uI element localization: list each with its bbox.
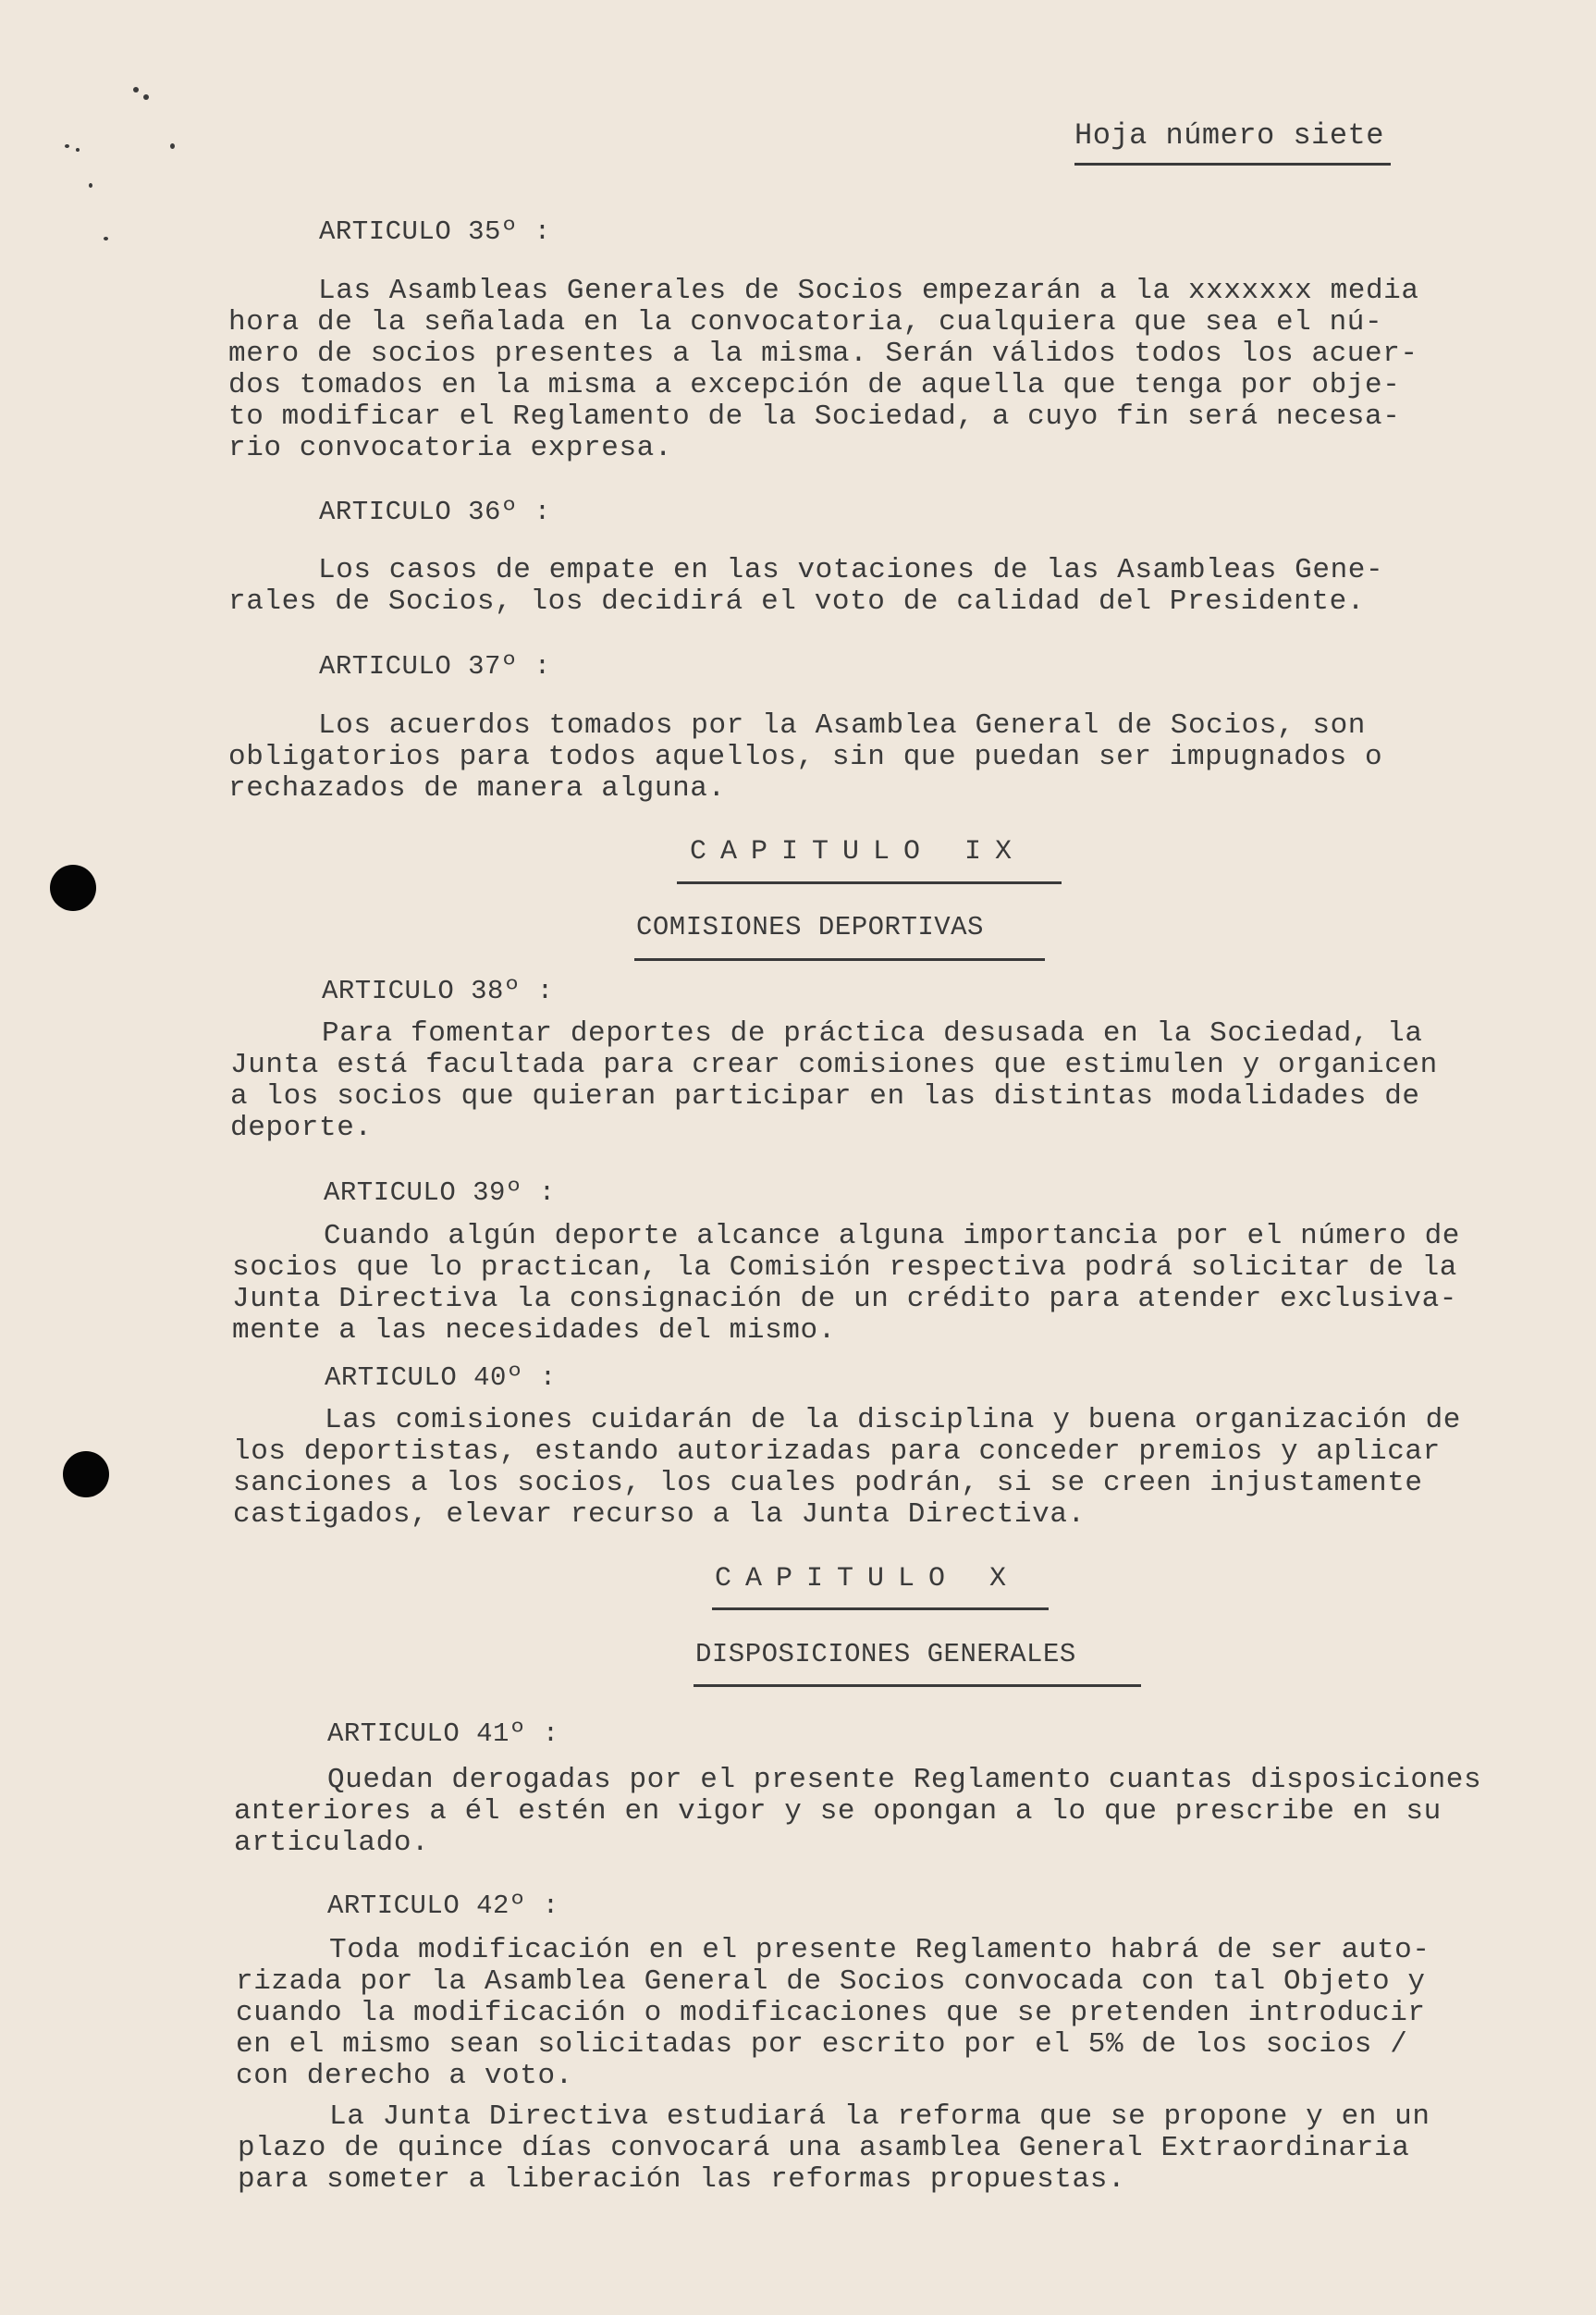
- text-line: Quedan derogadas por el presente Reglamento cuantas disposiciones: [327, 1764, 1482, 1796]
- closing-paragraph: [238, 2101, 1430, 2196]
- text-line: mente a las necesidades del mismo.: [232, 1314, 836, 1347]
- text-line: cuando la modificación o modificaciones que se pretenden introducir: [236, 1997, 1426, 2029]
- article-heading-42: ARTICULO 42º :: [327, 1890, 559, 1921]
- chapter-title-underline: [712, 1607, 1049, 1610]
- article-heading-39: ARTICULO 39º :: [324, 1177, 556, 1208]
- text-line: rio convocatoria expresa.: [228, 432, 673, 464]
- text-line: socios que lo practican, la Comisión respectiva podrá solicitar de la: [232, 1251, 1458, 1284]
- ink-speck: [89, 183, 92, 188]
- chapter-subtitle-underline: [634, 958, 1045, 961]
- text-line: La Junta Directiva estudiará la reforma que se propone y en un: [329, 2100, 1430, 2133]
- article-body-38: [230, 1018, 1438, 1144]
- article-body-36: [228, 555, 1383, 618]
- text-line: Las comisiones cuidarán de la disciplina y buena organización de: [325, 1404, 1461, 1436]
- text-line: obligatorios para todos aquellos, sin que puedan ser impugnados o: [228, 741, 1383, 773]
- ink-speck: [133, 87, 139, 92]
- text-line: Las Asambleas Generales de Socios empezarán a la xxxxxxx media: [318, 275, 1419, 307]
- ink-speck: [170, 143, 175, 149]
- article-heading-37: ARTICULO 37º :: [319, 651, 551, 682]
- ink-speck: [104, 237, 108, 240]
- chapter-title-ix: CAPITULO IX: [690, 836, 1026, 868]
- text-line: deporte.: [230, 1112, 373, 1144]
- article-heading-41: ARTICULO 41º :: [327, 1718, 559, 1749]
- sheet-number-underline: [1074, 163, 1391, 166]
- article-heading-36: ARTICULO 36º :: [319, 497, 551, 527]
- article-body-42: [236, 1935, 1430, 2092]
- text-line: hora de la señalada en la convocatoria, cualquiera que sea el nú-: [228, 306, 1383, 339]
- article-body-41: [234, 1765, 1481, 1859]
- chapter-subtitle-x: DISPOSICIONES GENERALES: [695, 1639, 1076, 1669]
- ink-speck: [65, 144, 69, 148]
- article-heading-38: ARTICULO 38º :: [322, 976, 554, 1006]
- chapter-title-x: CAPITULO X: [715, 1563, 1021, 1595]
- article-heading-35: ARTICULO 35º :: [319, 216, 551, 247]
- text-line: para someter a liberación las reformas propuestas.: [238, 2163, 1126, 2196]
- text-line: rechazados de manera alguna.: [228, 772, 726, 805]
- chapter-subtitle-underline: [694, 1684, 1141, 1687]
- ink-speck: [143, 94, 149, 100]
- sheet-number: Hoja número siete: [1074, 118, 1384, 153]
- text-line: en el mismo sean solicitadas por escrito por el 5% de los socios /: [236, 2028, 1408, 2061]
- text-line: mero de socios presentes a la misma. Serán válidos todos los acuer-: [228, 338, 1418, 370]
- text-line: con derecho a voto.: [236, 2060, 573, 2092]
- article-body-39: [232, 1221, 1460, 1347]
- text-line: a los socios que quieran participar en las distintas modalidades de: [230, 1080, 1420, 1113]
- text-line: los deportistas, estando autorizadas para conceder premios y aplicar: [233, 1435, 1441, 1468]
- article-body-35: [228, 276, 1419, 464]
- text-line: anteriores a él estén en vigor y se opongan a lo que prescribe en su: [234, 1795, 1442, 1828]
- text-line: Junta está facultada para crear comisiones que estimulen y organicen: [230, 1049, 1438, 1081]
- text-line: Junta Directiva la consignación de un crédito para atender exclusiva-: [232, 1283, 1458, 1315]
- text-line: Los casos de empate en las votaciones de las Asambleas Gene-: [318, 554, 1384, 586]
- text-line: plazo de quince días convocará una asamblea General Extraordinaria: [238, 2132, 1410, 2164]
- text-line: sanciones a los socios, los cuales podrán, si se creen injustamente: [233, 1467, 1423, 1499]
- text-line: articulado.: [234, 1827, 430, 1859]
- ink-speck: [76, 148, 80, 152]
- article-body-37: [228, 710, 1382, 805]
- text-line: castigados, elevar recurso a la Junta Directiva.: [233, 1498, 1086, 1531]
- chapter-subtitle-ix: COMISIONES DEPORTIVAS: [636, 912, 984, 942]
- article-heading-40: ARTICULO 40º :: [325, 1362, 557, 1393]
- text-line: rales de Socios, los decidirá el voto de calidad del Presidente.: [228, 585, 1365, 618]
- text-line: Los acuerdos tomados por la Asamblea General de Socios, son: [318, 709, 1366, 742]
- text-line: Cuando algún deporte alcance alguna importancia por el número de: [324, 1220, 1460, 1252]
- chapter-title-underline: [677, 881, 1062, 884]
- text-line: Para fomentar deportes de práctica desusada en la Sociedad, la: [322, 1017, 1423, 1050]
- punch-hole-bottom: [63, 1451, 109, 1497]
- text-line: Toda modificación en el presente Reglamento habrá de ser auto-: [329, 1934, 1430, 1966]
- punch-hole-top: [50, 865, 96, 911]
- text-line: rizada por la Asamblea General de Socios convocada con tal Objeto y: [236, 1965, 1426, 1998]
- article-body-40: [233, 1405, 1461, 1531]
- text-line: to modificar el Reglamento de la Sociedad, a cuyo fin será necesa-: [228, 400, 1401, 433]
- text-line: dos tomados en la misma a excepción de aquella que tenga por obje-: [228, 369, 1401, 401]
